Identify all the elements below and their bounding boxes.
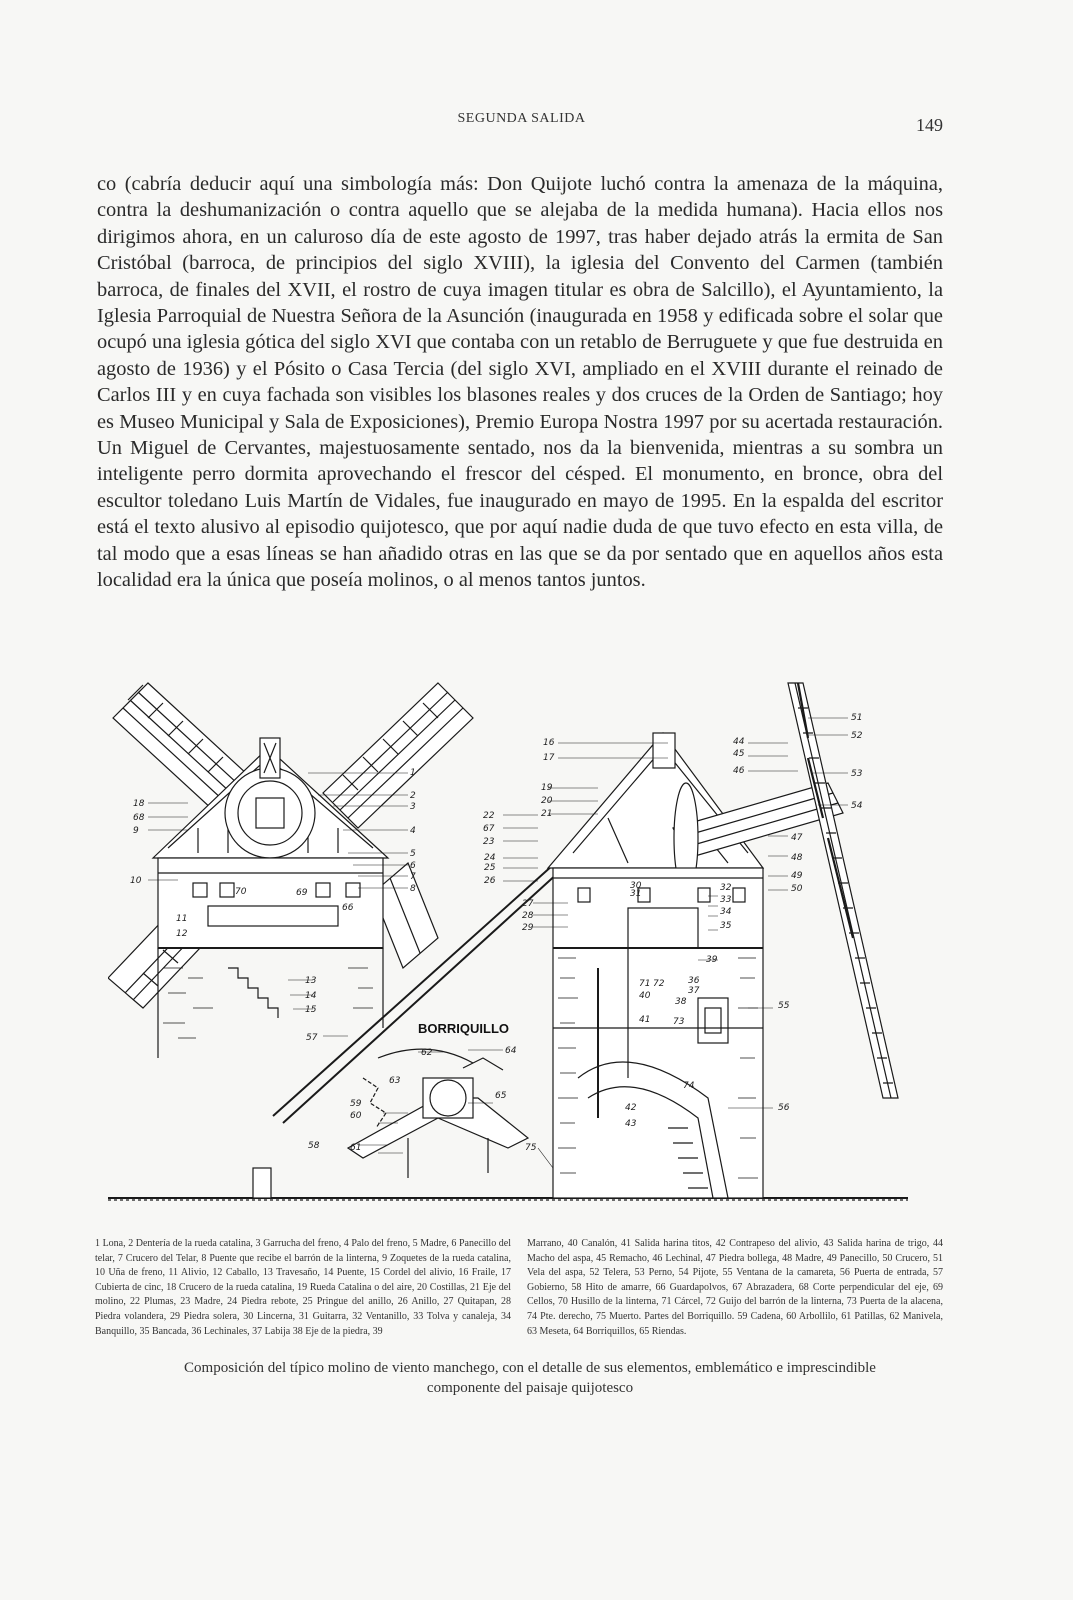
part-number-43: 43 [625, 1119, 637, 1129]
part-number-8: 8 [410, 884, 416, 894]
part-number-13: 13 [305, 976, 317, 986]
figure-caption [130, 1358, 930, 1398]
part-number-40: 40 [639, 991, 651, 1001]
part-number-14: 14 [305, 991, 317, 1001]
part-number-50: 50 [791, 884, 803, 894]
part-number-75: 75 [525, 1143, 537, 1153]
part-number-30: 30 [630, 881, 642, 891]
part-number-61: 61 [350, 1143, 362, 1153]
part-number-65: 65 [495, 1091, 507, 1101]
part-number-37: 37 [688, 986, 700, 996]
part-number-48: 48 [791, 853, 803, 863]
borriquillo-winch [348, 1049, 528, 1178]
part-number-33: 33 [720, 895, 732, 905]
part-number-1: 1 [410, 768, 416, 778]
part-number-57: 57 [306, 1033, 318, 1043]
part-number-24: 24 [484, 853, 496, 863]
part-number-19: 19 [541, 783, 553, 793]
part-number-66: 66 [342, 903, 354, 913]
part-number-69: 69 [296, 888, 308, 898]
part-number-29: 29 [522, 923, 534, 933]
part-number-54: 54 [851, 801, 863, 811]
body-paragraph: co (cabría deducir aquí una simbología más: Don Quijote luchó contra la amenaza de la máquina, contra la deshumanización o contra aquello que se alejaba de la medida humana). Hacia ellos nos dirigimos ahora, en un caluroso día de este agosto de 1997, tras haber dejado atrás la ermita de San Cristóbal (barroca, de principios del siglo XVIII), la iglesia del Convento del Carmen (también barroca, de finales del XVII, el rostro de cuya imagen titular es obra de Salcillo), el Ayuntamiento, la Iglesia Parroquial de Nuestra Señora de la Asunción (inaugurada en 1958 y edificada sobre el solar que ocupó una iglesia gótica del siglo XVI que contaba con un retablo de Berruguete y que fue destruida en agosto de 1936) y el Pósito o Casa Tercia (del siglo XVI, ampliado en el XVIII durante el reinado de Carlos III y en cuya fachada son visibles los blasones reales y dos cruces de la Orden de Santiago; hoy es Museo Municipal y Sala de Exposiciones), Premio Europa Nostra 1997 por su acertada restauración. Un Miguel de Cervantes, majestuosamente sentado, nos da la bienvenida, mientras a su sombra un inteligente perro dormita aprovechando el frescor del césped. El monumento, en bronce, obra del escultor toledano Luis Martín de Vidales, fue inaugurado en mayo de 1995. En la espalda del escritor está el texto alusivo al episodio quijotesco, que por aquí nadie duda de que tuvo efecto en esta villa, de tal modo que a esas líneas se han añadido otras en las que se da por sentado que en aquellos años esta localidad era la única que poseía molinos, o al menos tantos juntos. [97, 173, 943, 592]
borriquillo-label: BORRIQUILLO [418, 1021, 509, 1036]
part-number-63: 63 [389, 1076, 401, 1086]
figure-legend [95, 1237, 943, 1339]
part-number-15: 15 [305, 1005, 317, 1015]
part-number-16: 16 [543, 738, 555, 748]
part-number-39: 39 [706, 955, 718, 965]
part-number-3: 3 [410, 802, 416, 812]
part-number-11: 11 [176, 914, 188, 924]
part-number-73: 73 [673, 1017, 685, 1027]
part-number-9: 9 [133, 826, 139, 836]
part-number-46: 46 [733, 766, 745, 776]
part-number-44: 44 [733, 737, 745, 747]
part-number-64: 64 [505, 1046, 517, 1056]
legend-right: Marrano, 40 Canalón, 41 Salida harina titos, 42 Contrapeso del alivio, 43 Salida harina de trigo, 44 Macho del aspa, 45 Remacho, 46 Lechinal, 47 Piedra bollega, 48 Madre, 49 Panecillo, 50 Crucero, 51 Vela del aspa, 52 Telera, 53 Perno, 54 Pijote, 55 Ventana de la camareta, 56 Puerta de entrada, 57 Gobierno, 58 Hito de amarre, 66 Guardapolvos, 67 Abrazadera, 68 Corte perpendicular del eje, 69 Cellos, 70 Husillo de la linterna, 71 Cárcel, 72 Guijo del barrón de la linterna, 73 Puerta de la alacena, 74 Pte. derecho, 75 Muerto. Partes del Borriquillo. 59 Cadena, 60 Arbollilo, 61 Patillas, 62 Manivela, 63 Meseta, 64 Borriquillos, 65 Riendas. [527, 1238, 943, 1337]
part-number-51: 51 [851, 713, 863, 723]
part-number-62: 62 [421, 1048, 433, 1058]
caption-line-2: componente del paisaje quijotesco [426, 1380, 634, 1396]
caption-line-1: Composición del típico molino de viento manchego, con el detalle de sus elementos, emblemático e imprescindible [184, 1360, 876, 1376]
part-number-34: 34 [720, 907, 732, 917]
part-number-56: 56 [778, 1103, 790, 1113]
part-number-31: 31 [630, 889, 642, 899]
part-number-6: 6 [410, 861, 416, 871]
part-number-32: 32 [720, 883, 732, 893]
part-number-20: 20 [541, 796, 553, 806]
body-text [97, 171, 943, 594]
part-number-7: 7 [410, 872, 416, 882]
part-number-70: 70 [235, 887, 247, 897]
part-number-21: 21 [541, 809, 553, 819]
part-number-26: 26 [484, 876, 496, 886]
part-number-36: 36 [688, 976, 700, 986]
part-number-18: 18 [133, 799, 145, 809]
part-number-27: 27 [522, 899, 534, 909]
part-number-45: 45 [733, 749, 745, 759]
part-number-53: 53 [851, 769, 863, 779]
right-sail [788, 683, 898, 1098]
windmill-illustration [108, 678, 943, 1218]
part-number-22: 22 [483, 811, 495, 821]
part-number-58: 58 [308, 1141, 320, 1151]
part-number-68: 68 [133, 813, 145, 823]
page-number: 149 [916, 115, 943, 135]
part-number-47: 47 [791, 833, 803, 843]
part-number-12: 12 [176, 929, 188, 939]
part-number-42: 42 [625, 1103, 637, 1113]
part-number-35: 35 [720, 921, 732, 931]
running-head: SEGUNDA SALIDA [457, 111, 586, 126]
part-number-41: 41 [639, 1015, 651, 1025]
part-number-25: 25 [484, 863, 496, 873]
part-number-67: 67 [483, 824, 495, 834]
part-number-52: 52 [851, 731, 863, 741]
part-number-4: 4 [410, 826, 416, 836]
part-number-28: 28 [522, 911, 534, 921]
part-number-55: 55 [778, 1001, 790, 1011]
part-number-38: 38 [675, 997, 687, 1007]
part-number-10: 10 [130, 876, 142, 886]
part-number-60: 60 [350, 1111, 362, 1121]
part-number-5: 5 [410, 849, 416, 859]
part-number-59: 59 [350, 1099, 362, 1109]
part-number-17: 17 [543, 753, 555, 763]
part-number-74: 74 [683, 1081, 695, 1091]
legend-left: 1 Lona, 2 Dentería de la rueda catalina, 3 Garrucha del freno, 4 Palo del freno, 5 Madre, 6 Panecillo del telar, 7 Crucero del Telar, 8 Puente que recibe el barrón de la linterna, 9 Zoquetes de la rueda catalina, 10 Uña de freno, 11 Alivio, 12 Caballo, 13 Travesaño, 14 Puente, 15 Cordel del alivio, 16 Fraile, 17 Cubierta de cinc, 18 Crucero de la rueda catalina, 19 Rueda Catalina o del aire, 20 Costillas, 21 Eje del molino, 22 Plumas, 23 Madre, 24 Piedra rebote, 25 Pringue del anillo, 26 Anillo, 27 Quitapan, 28 Piedra volandera, 29 Piedra solera, 30 Lincerna, 31 Guitarra, 32 Ventanillo, 33 Tolva y canaleja, 34 Banquillo, 35 Bancada, 36 Lechinales, 37 Labija 38 Eje de la piedra, 39 [95, 1238, 511, 1337]
part-number-2: 2 [410, 791, 416, 801]
part-number-23: 23 [483, 837, 495, 847]
part-number-72: 72 [653, 979, 665, 989]
part-number-71: 71 [639, 979, 651, 989]
part-number-49: 49 [791, 871, 803, 881]
windmill-drawing [108, 678, 943, 1218]
